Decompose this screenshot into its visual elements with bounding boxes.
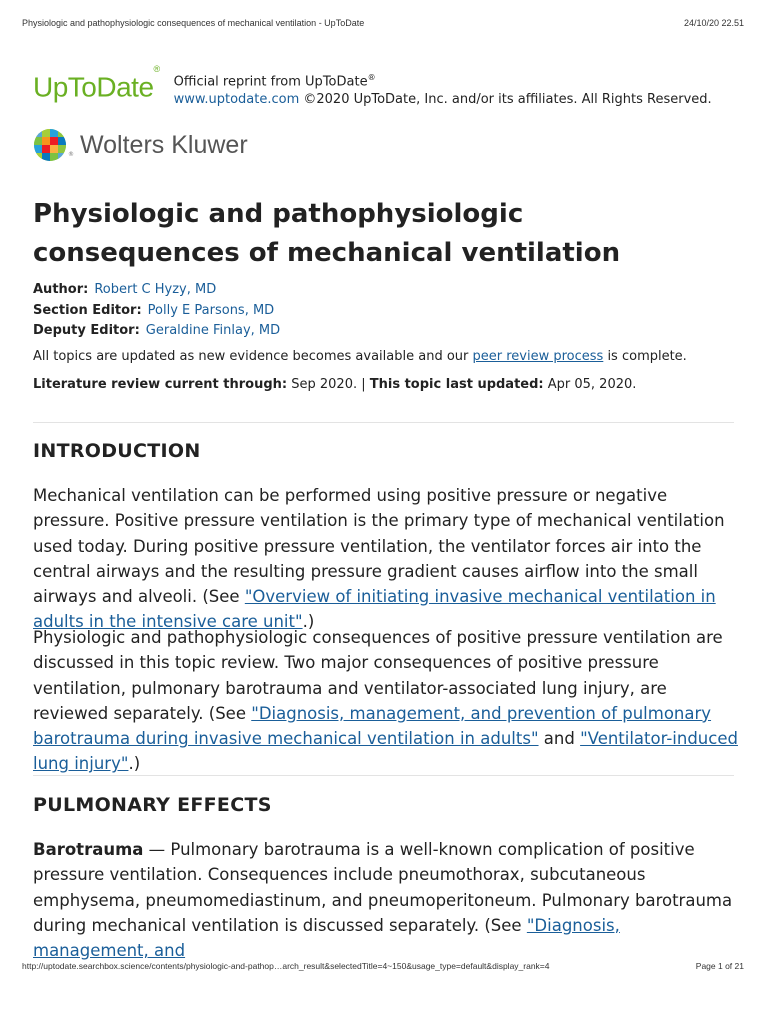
ventilator-lung-injury-link[interactable]: "Ventilator-induced lung injury" [33,729,738,774]
barotrauma-term: Barotrauma [33,840,144,859]
print-header [22,18,744,32]
reprint-line: Official reprint from UpToDate [173,74,368,90]
divider [33,422,734,423]
brand-header [33,66,712,109]
intro-paragraph-2: Physiologic and pathophysiologic consequences of positive pressure ventilation are discussed in this topic review. Two major consequences of positive pressure ventilation, pulmonary barotrauma and ventilator-associated lung injury, are reviewed separately. (See "Diagnosis, management, and prevention of pulmonary barotrauma during invasive mechanical ventilation in adults" and "Ventilator-induced lung injury".) [33,628,738,774]
barotrauma-diagnosis-link[interactable]: "Diagnosis, management, and [33,915,620,961]
print-header-datetime: 24/10/20 22.51 [683,18,744,28]
print-footer [22,961,744,975]
uptodate-site-link[interactable]: www.uptodate.com [173,92,300,108]
article-contributors [33,280,280,342]
author-link[interactable]: Robert C Hyzy, MD [94,282,217,297]
reprint-notice: Official reprint from UpToDate® www.uptodate.com ©2020 UpToDate, Inc. and/or its affiliates. All Rights Reserved. [173,73,712,108]
wolters-kluwer-globe-icon [33,128,67,162]
publisher-name: Wolters Kluwer [80,130,248,159]
publisher-logo: ® Wolters Kluwer [33,128,248,162]
barotrauma-paragraph: Barotrauma — Pulmonary barotrauma is a well-known complication of positive pressure ventilation. Consequences include pneumothorax, subcutaneous emphysema, pneumomediastinum, and pneumoperitoneum. Pulmonary barotrauma during mechanical ventilation is discussed separately. (See "Diagnosis, management, and [33,840,733,961]
literature-review-status: Literature review current through: Sep 2020. | This topic last updated: Apr 05, 2020. [33,377,637,392]
introduction-heading: INTRODUCTION [33,440,201,462]
pulmonary-effects-heading: PULMONARY EFFECTS [33,794,272,816]
update-note: All topics are updated as new evidence becomes available and our peer review process is complete. [33,349,687,364]
divider [33,775,734,776]
overview-initiating-ventilation-link[interactable]: "Overview of initiating invasive mechanical ventilation in adults in the intensive care unit" [33,587,716,632]
author-label: Author: [33,282,89,297]
section-editor-label: Section Editor: [33,302,142,318]
section-editor-link[interactable]: Polly E Parsons, MD [147,302,275,318]
print-footer-url: http://uptodate.searchbox.science/contents/physiologic-and-pathop…arch_result&selectedTitle=4~150&usage_type=default&display_rank=4 [22,961,550,971]
print-header-title: Physiologic and pathophysiologic consequences of mechanical ventilation - UpToDate [22,18,365,28]
barotrauma-topic-link[interactable]: "Diagnosis, management, and prevention of pulmonary barotrauma during invasive mechanical ventilation in adults" [33,703,712,749]
uptodate-logo[interactable]: UpToDate® [33,64,160,103]
intro-paragraph-1: Mechanical ventilation can be performed using positive pressure or negative pressure. Positive pressure ventilation is the primary type of mechanical ventilation used today. During positive pressure ventilation, the ventilator forces air into the central airways and the resulting pressure gradient causes airflow into the small airways and alveoli. (See "Overview of initiating invasive mechanical ventilation in adults in the intensive care unit".) [33,486,725,632]
print-footer-page: Page 1 of 21 [695,961,744,971]
article-title: Physiologic and pathophysiologic consequences of mechanical ventilation [33,199,621,268]
deputy-editor-link[interactable]: Geraldine Finlay, MD [145,323,281,338]
peer-review-link[interactable]: peer review process [472,349,604,364]
copyright-text: ©2020 UpToDate, Inc. and/or its affiliates. All Rights Reserved. [299,92,712,108]
deputy-editor-label: Deputy Editor: [33,323,140,338]
